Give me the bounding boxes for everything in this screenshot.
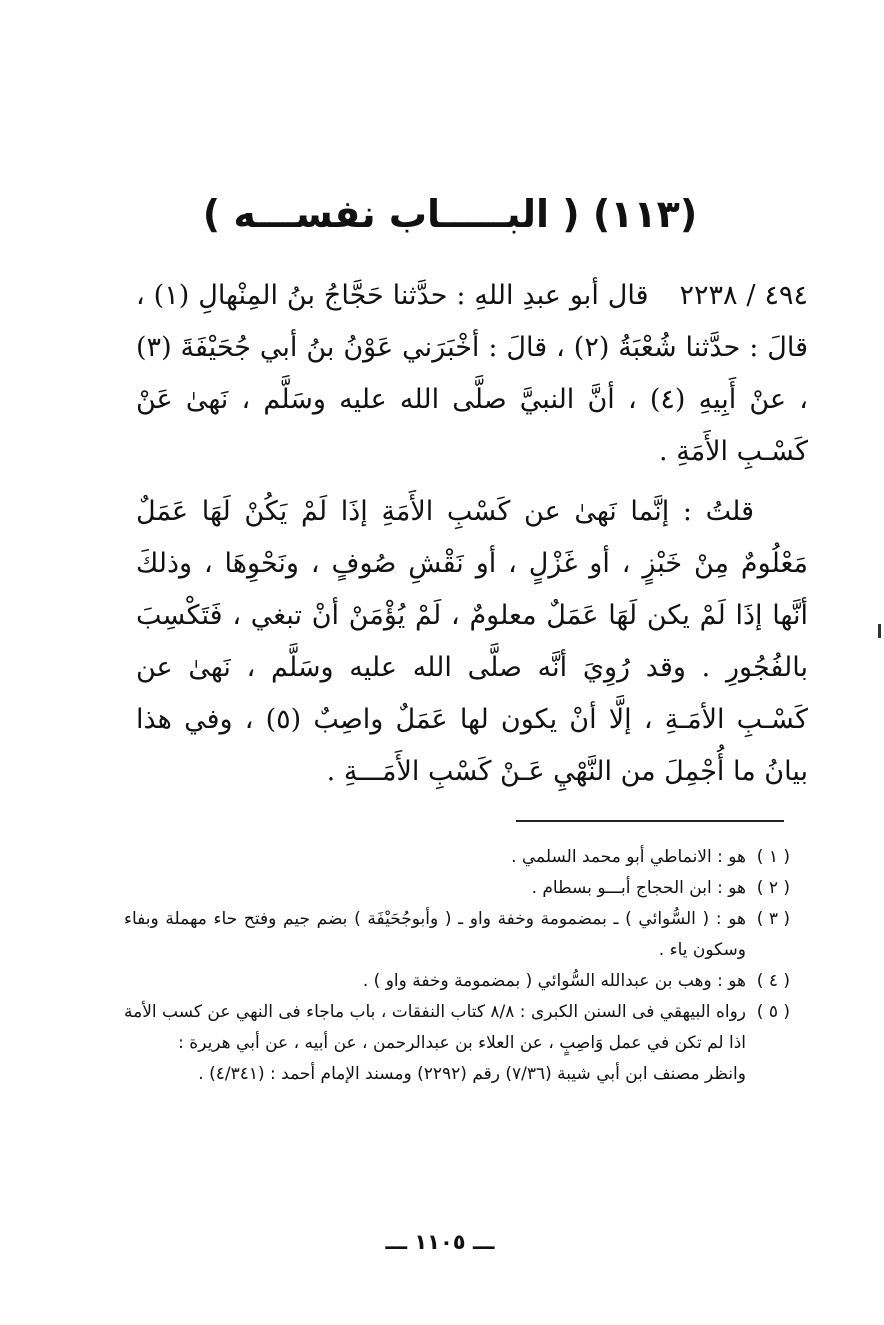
- footnote-text: وانظر مصنف ابن أبي شيبة (٧/٣٦) رقم (٢٢٩٢) ومسند الإمام أحمد : (٤/٣٤١) .: [198, 1064, 746, 1084]
- hadith-paragraph: [136, 270, 808, 478]
- footnote-number: ( ٥ ): [756, 1002, 790, 1022]
- footnote-5-continued: [124, 1059, 790, 1090]
- footnote-number: ( ١ ): [756, 847, 790, 867]
- footnote-separator: [516, 820, 784, 822]
- chapter-heading: (١١٣) ( البـــــاب نفســـه ): [202, 192, 698, 236]
- footnote-number: ( ٢ ): [756, 878, 790, 898]
- footnote-text: رواه البيهقي فى السنن الكبرى : ٨/٨ كتاب النفقات ، باب ماجاء فى النهي عن كسب الأمة اذا لم تكن في عمل وَاصِبٍ ، عن العلاء بن عبدالرحمن ، عن أبيه ، عن أبي هريرة :: [124, 1002, 746, 1053]
- footnote-2: [124, 873, 790, 904]
- footnote-5: [124, 997, 790, 1059]
- footnote-text: هو : وهب بن عبدالله السُّوائي ( بمضمومة وخفة واو ) .: [362, 971, 746, 991]
- page-number: ـــ ١١٠٥ ـــ: [385, 1230, 495, 1254]
- footnote-3: [124, 904, 790, 966]
- scan-edge-mark: [878, 624, 881, 638]
- hadith-number: ٤٩٤ / ٢٢٣٨: [679, 280, 808, 311]
- hadith-text: قال أبو عبدِ اللهِ : حدَّثنا حَجَّاجُ بنُ المِنْهالِ (١) ، قالَ : حدَّثنا شُعْبَةُ (٢) ، قالَ : أخْبَرَني عَوْنُ بنُ أبي جُحَيْفَةَ (٣) ، عنْ أَبِيهِ (٤) ، أنَّ النبيَّ صلَّى الله عليه وسَلَّم ، نَهىٰ عَنْ كَسْـبِ الأَمَةِ .: [136, 280, 808, 467]
- footnote-text: هو : ( السُّوائي ) ـ بمضمومة وخفة واو ـ ( وأبوجُحَيْفَة ) بضم جيم وفتح حاء مهملة وبفاء وسكون ياء .: [124, 909, 746, 960]
- commentary-block: [136, 486, 808, 798]
- footnote-number: ( ٣ ): [756, 909, 790, 929]
- footnote-1: [124, 842, 790, 873]
- footnotes: [124, 842, 790, 1090]
- footnote-text: هو : ابن الحجاج أبـــو بسطام .: [531, 878, 746, 898]
- hadith-block: [136, 270, 808, 478]
- footnote-text: هو : الانماطي أبو محمد السلمي .: [511, 847, 746, 867]
- commentary-paragraph: قلتُ : إنَّما نَهىٰ عن كَسْبِ الأَمَةِ إذَا لَمْ يَكُنْ لَهَا عَمَلٌ مَعْلُومٌ مِنْ خَبْزٍ ، أو غَزْلٍ ، أو نَقْشِ صُوفٍ ، ونَحْوِهَا ، وذلكَ أنَّها إذَا لَمْ يكن لَهَا عَمَلٌ معلومٌ ، لَمْ يُؤْمَنْ أنْ تبغي ، فَتَكْسِبَ بالفُجُورِ . وقد رُوِيَ أنَّه صلَّى الله عليه وسَلَّم ، نَهىٰ عن كَسْـبِ الأمَـةِ ، إلَّا أنْ يكون لها عَمَلٌ واصِبٌ (٥) ، وفي هذا بيانُ ما أُجْمِلَ من النَّهْيِ عَـنْ كَسْبِ الأَمَـــةِ .: [136, 496, 809, 787]
- footnote-4: [124, 966, 790, 997]
- footnote-number: ( ٤ ): [756, 971, 790, 991]
